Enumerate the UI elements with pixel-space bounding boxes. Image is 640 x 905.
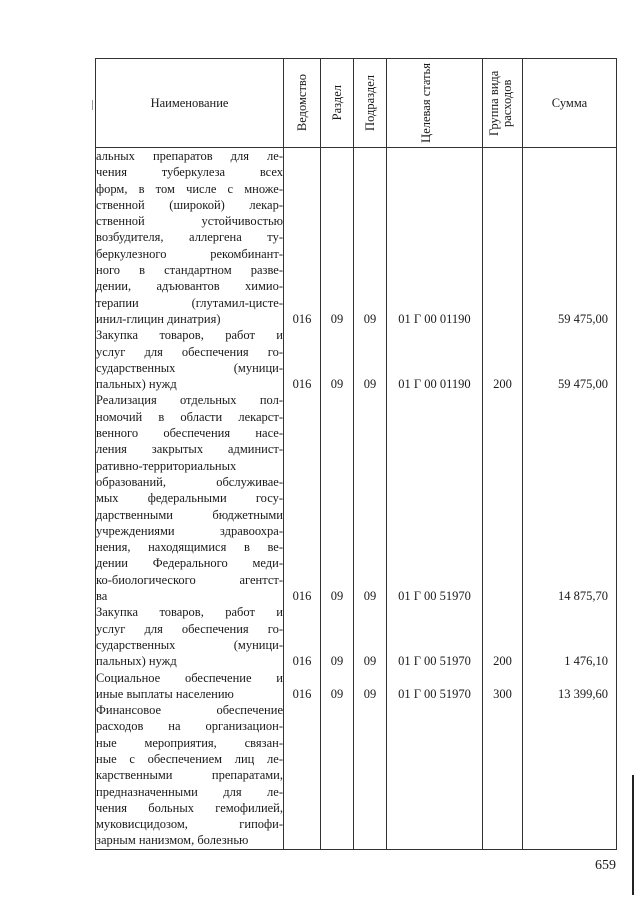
header-name: Наименование [96, 59, 284, 148]
row-dept-value: 016 [292, 589, 312, 604]
header-subsection [354, 59, 387, 148]
row-sum-cell [523, 702, 617, 849]
row-name-line: предназначенными для ле- [96, 784, 283, 799]
row-sum-cell [523, 148, 617, 328]
row-section-cell [321, 392, 354, 604]
row-name-line: номочий в области лекарст- [96, 409, 283, 424]
row-dept-cell [284, 327, 321, 392]
row-sum-cell [523, 392, 617, 604]
header-target-label: Целевая статья [418, 63, 433, 143]
table-row [96, 670, 617, 703]
row-dept-cell [284, 604, 321, 669]
row-target-value: 01 Г 00 51970 [398, 654, 471, 669]
row-target-cell [387, 670, 483, 703]
table-row [96, 392, 617, 604]
row-name-line: мых федеральными госу- [96, 491, 283, 506]
row-name-line: ственной устойчивостью [96, 214, 283, 229]
header-subsection-label: Подраздел [362, 75, 377, 131]
row-name-line: терапии (глутамил-цисте- [96, 295, 283, 310]
row-subsection-cell [354, 327, 387, 392]
row-target-value: 01 Г 00 51970 [398, 589, 471, 604]
header-group-label: Группа вида расходов [486, 70, 514, 136]
row-target-cell [387, 702, 483, 849]
row-dept-value: 016 [292, 654, 312, 669]
row-subsection-cell [354, 392, 387, 604]
row-name-line: иные выплаты населению [96, 686, 234, 701]
row-section-value: 09 [330, 686, 344, 701]
row-name-line: альных препаратов для ле- [96, 149, 283, 163]
header-dept [284, 59, 321, 148]
row-name-line: услуг для обеспечения го- [96, 621, 283, 636]
row-target-value: 01 Г 00 01190 [398, 311, 471, 326]
row-name-line: форм, в том числе с множе- [96, 181, 283, 196]
row-section-value: 09 [330, 311, 344, 326]
header-row [96, 59, 617, 148]
header-target [387, 59, 483, 148]
row-target-cell [387, 604, 483, 669]
row-name-line: дении, адъювантов химио- [96, 279, 283, 294]
row-name-line: ные мероприятия, связан- [96, 735, 283, 750]
row-dept-value: 016 [292, 377, 312, 392]
row-group-cell [483, 392, 523, 604]
page-number: 659 [595, 858, 616, 873]
row-dept-cell [284, 670, 321, 703]
row-dept-cell [284, 148, 321, 328]
row-group-cell [483, 670, 523, 703]
row-name-line: венного обеспечения насе- [96, 426, 283, 441]
row-sum-value: 1 476,10 [564, 654, 608, 669]
row-group-cell [483, 604, 523, 669]
row-name-line: Закупка товаров, работ и [96, 605, 283, 620]
row-sum-cell [523, 670, 617, 703]
row-target-cell [387, 327, 483, 392]
row-name-line: Реализация отдельных пол- [96, 393, 283, 408]
row-subsection-value: 09 [363, 654, 377, 669]
header-group [483, 59, 523, 148]
row-dept-value: 016 [292, 311, 312, 326]
row-name-line: Закупка товаров, работ и [96, 328, 283, 343]
row-name-line: ва [96, 589, 108, 604]
table-row [96, 604, 617, 669]
row-section-cell [321, 604, 354, 669]
row-name-line: возбудителя, аллергена ту- [96, 230, 283, 245]
row-group-cell [483, 327, 523, 392]
row-group-value: 200 [493, 654, 512, 669]
row-group-cell [483, 702, 523, 849]
row-sum-cell [523, 327, 617, 392]
row-target-cell [387, 392, 483, 604]
budget-table [95, 58, 617, 850]
row-name-line: беркулезного рекомбинант- [96, 246, 283, 261]
row-sum-value: 59 475,00 [558, 311, 608, 326]
row-name-line: пальных) нужд [96, 377, 177, 392]
table-row [96, 702, 617, 849]
row-sum-value: 13 399,60 [558, 686, 608, 701]
row-name-cell [96, 392, 284, 604]
row-dept-value: 016 [292, 686, 312, 701]
row-subsection-cell [354, 604, 387, 669]
row-name-line: чения больных гемофилией, [96, 800, 283, 815]
row-name-line: услуг для обеспечения го- [96, 344, 283, 359]
row-group-value: 300 [493, 686, 512, 701]
row-name-line: сударственных (муници- [96, 637, 283, 652]
row-name-line: Социальное обеспечение и [96, 670, 283, 685]
row-subsection-value: 09 [363, 311, 377, 326]
row-target-value: 01 Г 00 01190 [398, 377, 471, 392]
row-name-line: ления закрытых админист- [96, 442, 283, 457]
row-sum-value: 14 875,70 [558, 589, 608, 604]
row-name-line: ративно-территориальных [96, 458, 237, 473]
row-sum-cell [523, 604, 617, 669]
row-name-cell [96, 148, 284, 328]
row-section-value: 09 [330, 377, 344, 392]
row-dept-cell [284, 702, 321, 849]
row-name-line: расходов на организацион- [96, 719, 283, 734]
scan-edge-line [632, 775, 634, 895]
row-section-value: 09 [330, 654, 344, 669]
row-name-line: нения, находящимися в ве- [96, 540, 283, 555]
row-name-line: ные с обеспечением лиц ле- [96, 751, 283, 766]
row-section-value: 09 [330, 589, 344, 604]
margin-mark [92, 100, 93, 110]
row-name-line: пальных) нужд [96, 654, 177, 669]
row-section-cell [321, 327, 354, 392]
row-target-value: 01 Г 00 51970 [398, 686, 471, 701]
row-section-cell [321, 670, 354, 703]
table-row [96, 327, 617, 392]
row-dept-cell [284, 392, 321, 604]
row-name-cell [96, 670, 284, 703]
row-subsection-value: 09 [363, 686, 377, 701]
row-name-line: учреждениями здравоохра- [96, 523, 283, 538]
row-name-line: муковисцидозом, гипофи- [96, 817, 283, 832]
row-name-line: дарственными бюджетными [96, 507, 283, 522]
row-section-cell [321, 702, 354, 849]
row-section-cell [321, 148, 354, 328]
row-subsection-cell [354, 702, 387, 849]
row-subsection-cell [354, 148, 387, 328]
row-name-line: карственными препаратами, [96, 768, 283, 783]
row-target-cell [387, 148, 483, 328]
row-sum-value: 59 475,00 [558, 377, 608, 392]
table-row [96, 148, 617, 328]
row-group-value: 200 [493, 377, 512, 392]
row-name-line: дении Федерального меди- [96, 556, 283, 571]
row-name-line: зарным нанизмом, болезнью [96, 833, 249, 848]
row-name-line: инил-глицин динатрия) [96, 311, 221, 326]
header-section [321, 59, 354, 148]
row-group-cell [483, 148, 523, 328]
row-name-line: ного в стандартном разве- [96, 263, 283, 278]
header-dept-label: Ведомство [294, 74, 309, 132]
row-name-line: Финансовое обеспечение [96, 703, 283, 718]
row-name-cell [96, 604, 284, 669]
header-section-label: Раздел [329, 85, 344, 121]
header-sum: Сумма [523, 59, 617, 148]
row-name-line: сударственных (муници- [96, 360, 283, 375]
row-name-line: ко-биологического агентст- [96, 572, 283, 587]
row-subsection-cell [354, 670, 387, 703]
row-name-line: ственной (широкой) лекар- [96, 197, 283, 212]
row-subsection-value: 09 [363, 589, 377, 604]
row-name-line: чения туберкулеза всех [96, 165, 283, 180]
row-subsection-value: 09 [363, 377, 377, 392]
row-name-line: образований, обслуживае- [96, 474, 283, 489]
row-name-cell [96, 702, 284, 849]
row-name-cell [96, 327, 284, 392]
